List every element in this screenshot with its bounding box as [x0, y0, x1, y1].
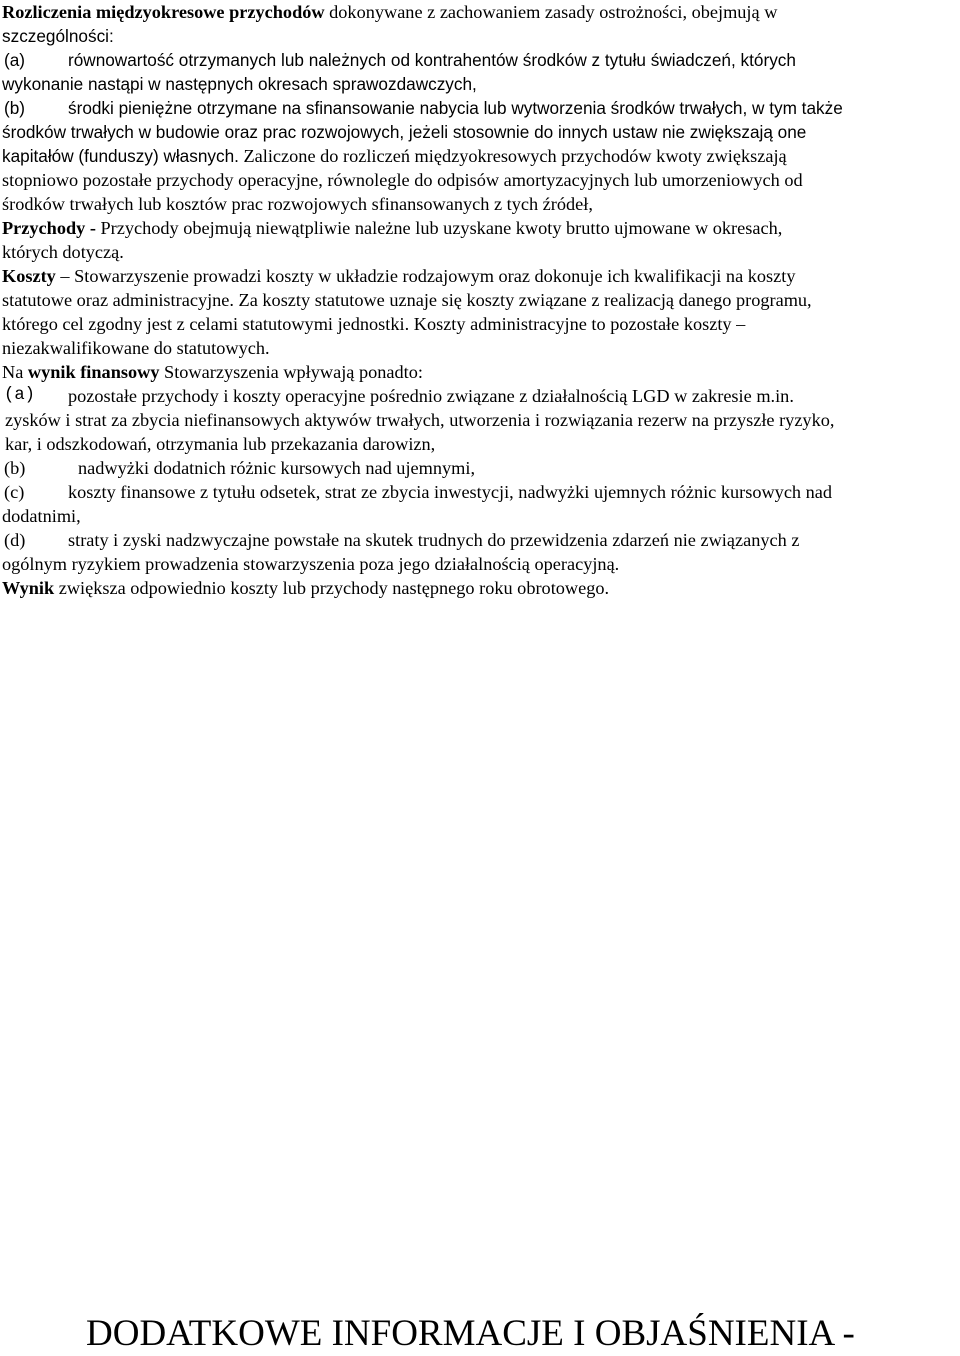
list-label: (d): [4, 530, 26, 550]
text-line: niezakwalifikowane do statutowych.: [2, 338, 270, 358]
term-rozliczenia: Rozliczenia międzyokresowe przychodów: [2, 2, 325, 22]
text: Stowarzyszenia wpływają ponadto:: [159, 362, 423, 382]
section-heading: DODATKOWE INFORMACJE I OBJAŚNIENIA -: [86, 1313, 855, 1354]
text-line: zysków i strat za zbycia niefinansowych aktywów trwałych, utworzenia i rozwiązania rezerw na przyszłe ryzyko,: [5, 410, 835, 430]
paragraph-wynik-finansowy: [2, 360, 423, 384]
text-line: szczególności:: [2, 26, 114, 46]
text: Na: [2, 362, 28, 382]
paragraph-wynik: [2, 576, 609, 600]
text: – Stowarzyszenie prowadzi koszty w układzie rodzajowym oraz dokonuje ich kwalifikacji na koszty: [55, 266, 796, 286]
list-label: (b): [4, 458, 26, 478]
text-line: środków trwałych lub kosztów prac rozwojowych sfinansowanych z tych źródeł,: [2, 194, 593, 214]
paragraph-koszty: [2, 264, 795, 288]
paragraph-przychody: [2, 216, 782, 240]
text-line: których dotyczą.: [2, 242, 124, 262]
text: dokonywane z zachowaniem zasady ostrożności, obejmują w: [324, 2, 778, 22]
list-label: (a): [4, 386, 35, 405]
text-line: dodatnimi,: [2, 506, 81, 526]
text-line: wykonanie nastąpi w następnych okresach sprawozdawczych,: [2, 74, 477, 94]
list-text: pozostałe przychody i koszty operacyjne pośrednio związane z działalnością LGD w zakresie m.in.: [68, 386, 794, 406]
list-text: koszty finansowe z tytułu odsetek, strat ze zbycia inwestycji, nadwyżki ujemnych różnic kursowych nad: [68, 482, 833, 502]
paragraph-intro-line: [2, 0, 777, 24]
list-label: (c): [4, 482, 25, 502]
text-line: statutowe oraz administracyjne. Za koszty statutowe uznaje się koszty związane z realizacją danego programu,: [2, 290, 812, 310]
text-line: stopniowo pozostałe przychody operacyjne, równolegle do odpisów amortyzacyjnych lub umorzeniowych od: [2, 170, 803, 190]
list-text: straty i zyski nadzwyczajne powstałe na skutek trudnych do przewidzenia zdarzeń nie związanych z: [68, 530, 800, 550]
text: Przychody obejmują niewątpliwie należne lub uzyskane kwoty brutto ujmowane w okresach,: [95, 218, 783, 238]
text-line: kar, i odszkodowań, otrzymania lub przekazania darowizn,: [5, 434, 436, 454]
list-text: nadwyżki dodatnich różnic kursowych nad ujemnymi,: [78, 458, 476, 478]
list-label: (a): [4, 50, 26, 70]
text: kapitałów (funduszy) własnych.: [2, 146, 239, 166]
term-koszty: Koszty: [2, 266, 56, 286]
text-line: środków trwałych w budowie oraz prac rozwojowych, jeżeli stosownie do innych ustaw nie zwiększają one: [2, 122, 807, 142]
text: zwiększa odpowiednio koszty lub przychody następnego roku obrotowego.: [54, 578, 610, 598]
list-text: środki pieniężne otrzymane na sfinansowanie nabycia lub wytworzenia środków trwałych, w tym także: [68, 98, 843, 118]
text-line: którego cel zgodny jest z celami statutowymi jednostki. Koszty administracyjne to pozostałe koszty –: [2, 314, 746, 334]
term-przychody: Przychody -: [2, 218, 96, 238]
text-line: ogólnym ryzykiem prowadzenia stowarzyszenia poza jego działalnością operacyjną.: [2, 554, 620, 574]
list-label: (b): [4, 98, 26, 118]
paragraph-line: [2, 144, 787, 168]
term-wynik: Wynik: [2, 578, 55, 598]
term-wynik-finansowy: wynik finansowy: [27, 362, 160, 382]
list-text: równowartość otrzymanych lub należnych od kontrahentów środków z tytułu świadczeń, których: [68, 50, 796, 70]
text: Zaliczone do rozliczeń międzyokresowych przychodów kwoty zwiększają: [238, 146, 787, 166]
